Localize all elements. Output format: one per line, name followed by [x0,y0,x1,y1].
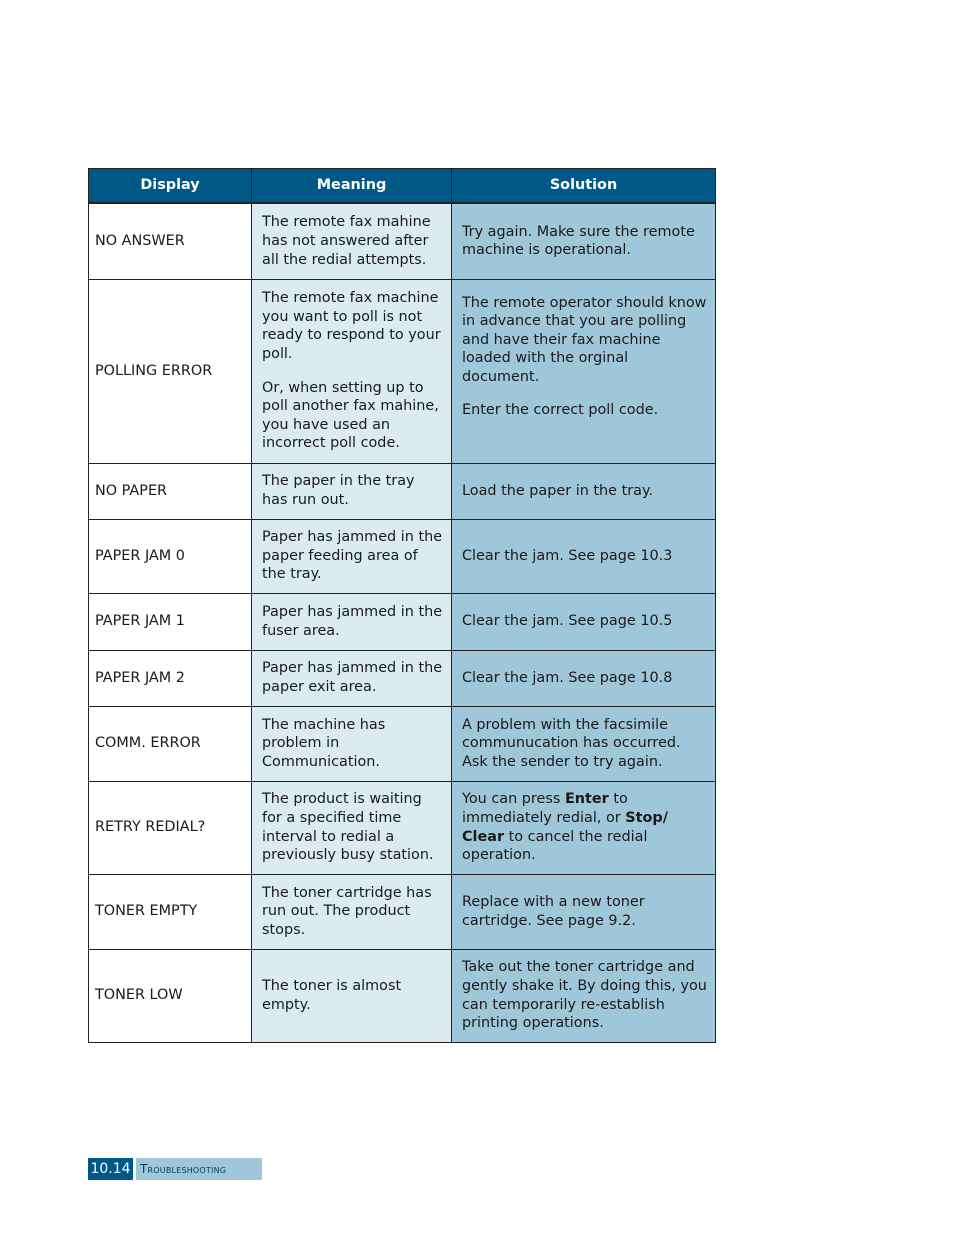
troubleshooting-table [88,168,716,1043]
table-row [89,781,716,874]
display-cell: NO PAPER [89,463,252,519]
meaning-cell: The toner cartridge has run out. The product stops. [252,874,452,949]
header-display: Display [89,169,252,204]
header-meaning: Meaning [252,169,452,204]
table-row [89,519,716,593]
display-cell: TONER LOW [89,949,252,1042]
solution-cell: Clear the jam. See page 10.3 [452,519,716,593]
table-row [89,593,716,650]
meaning-cell: The remote fax mahine has not answered after all the redial attempts. [252,203,452,279]
display-cell: TONER EMPTY [89,874,252,949]
display-cell: PAPER JAM 2 [89,650,252,706]
page-footer [88,1158,262,1180]
enter-key-label: Enter [564,791,609,808]
solution-cell: A problem with the facsimile communucation has occurred. Ask the sender to try again. [452,706,716,781]
display-cell: NO ANSWER [89,203,252,279]
table-row [89,203,716,279]
meaning-cell: The toner is almost empty. [252,949,452,1042]
display-cell: POLLING ERROR [89,279,252,463]
table-row [89,949,716,1042]
solution-cell: The remote operator should know in advance that you are polling and have their fax machine loaded with the orginal document. Enter the correct poll code. [452,279,716,463]
solution-cell: Load the paper in the tray. [452,463,716,519]
meaning-cell: The remote fax machine you want to poll is not ready to respond to your poll. Or, when setting up to poll another fax mahine, you have used an incorrect poll code. [252,279,452,463]
table-row [89,279,716,463]
solution-cell: Take out the toner cartridge and gently shake it. By doing this, you can temporarily re-establish printing operations. [452,949,716,1042]
page-number: 10.14 [88,1158,133,1180]
table-header-row [89,169,716,204]
table-row [89,706,716,781]
meaning-cell: The product is waiting for a specified time interval to redial a previously busy station. [252,781,452,874]
table-row [89,874,716,949]
solution-cell: Try again. Make sure the remote machine is operational. [452,203,716,279]
display-cell: COMM. ERROR [89,706,252,781]
meaning-cell: The machine has problem in Communication. [252,706,452,781]
display-cell: RETRY REDIAL? [89,781,252,874]
meaning-cell: Paper has jammed in the paper feeding area of the tray. [252,519,452,593]
solution-cell: Replace with a new toner cartridge. See page 9.2. [452,874,716,949]
solution-cell: Clear the jam. See page 10.5 [452,593,716,650]
solution-cell: You can press Enter to immediately redial, or Stop/ Clear to cancel the redial operation. [452,781,716,874]
solution-cell: Clear the jam. See page 10.8 [452,650,716,706]
chapter-title: Troubleshooting [136,1158,262,1180]
meaning-cell: Paper has jammed in the paper exit area. [252,650,452,706]
meaning-cell: Paper has jammed in the fuser area. [252,593,452,650]
display-cell: PAPER JAM 1 [89,593,252,650]
stop-clear-key-label: Stop/ Clear [462,809,668,845]
meaning-cell: The paper in the tray has run out. [252,463,452,519]
display-cell: PAPER JAM 0 [89,519,252,593]
table-row [89,650,716,706]
table-row [89,463,716,519]
header-solution: Solution [452,169,716,204]
